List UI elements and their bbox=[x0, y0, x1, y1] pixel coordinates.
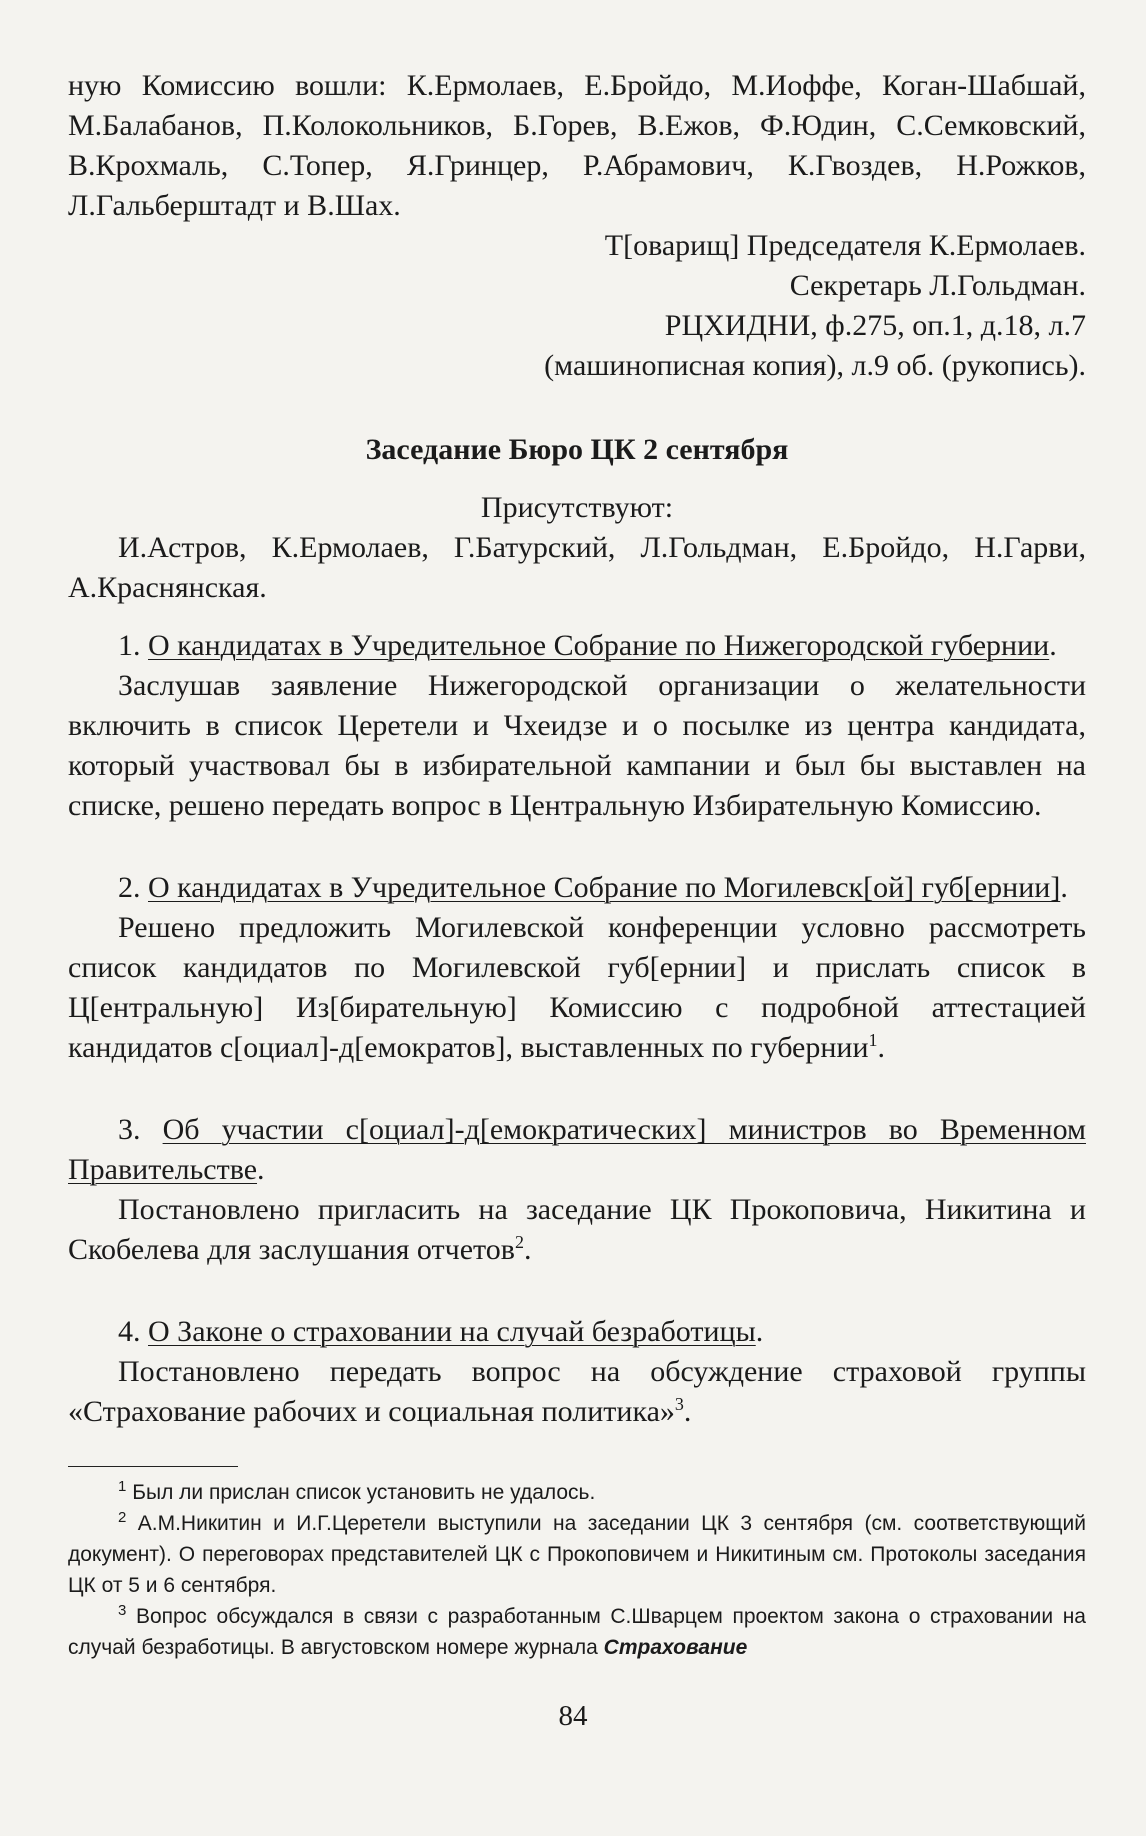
agenda-item-title: Об участии с[оциал]-д[емократических] министров во Временном Правительстве bbox=[68, 1113, 1086, 1186]
footnote-ref: 3 bbox=[674, 1394, 684, 1414]
agenda-item-2-heading: 2. О кандидатах в Учредительное Собрание по Могилевск[ой] губ[ернии]. bbox=[118, 871, 1068, 904]
archive-reference: РЦХИДНИ, ф.275, оп.1, д.18, л.7 bbox=[664, 309, 1086, 342]
present-list: И.Астров, К.Ермолаев, Г.Батурский, Л.Гольдман, Е.Бройдо, Н.Гарви, А.Краснянская. bbox=[68, 531, 1086, 604]
footnote-ref: 2 bbox=[514, 1232, 524, 1252]
intro-paragraph: ную Комиссию вошли: К.Ермолаев, Е.Бройдо, М.Иоффе, Коган-Шабшай, М.Балабанов, П.Колокольников, Б.Горев, В.Ежов, Ф.Юдин, С.Семковский, В.Крохмаль, С.Топер, Я.Гринцер, Р.Абрамович, К.Гвоздев, Н.Рожков, Л.Гальберштадт и В.Шах. bbox=[68, 69, 1086, 222]
agenda-item-4-text: Постановлено передать вопрос на обсуждение страховой группы «Страхование рабочих и социальная политика»$^3$. bbox=[68, 1355, 1086, 1428]
present-label: Присутствуют: bbox=[480, 491, 674, 524]
footnote-1: $^1$ Был ли прислан список установить не удалось. bbox=[118, 1478, 596, 1504]
agenda-item-4-heading: 4. О Законе о страховании на случай безработицы. bbox=[118, 1315, 764, 1348]
footnote-2: $^2$ А.М.Никитин и И.Г.Церетели выступили на заседании ЦК 3 сентября (см. соответствующий документ). О переговорах представителей ЦК с Прокоповичем и Никитиным см. Протоколы заседания ЦК от 5 и 6 сентября. bbox=[68, 1509, 1086, 1597]
agenda-item-2-text: Решено предложить Могилевской конференции условно рассмотреть список кандидатов по Могилевской губ[ернии] и прислать список в Ц[ентральную] Из[бирательную] Комиссию с подробной аттестацией кандидатов с[оциал]-д[емократов], выставленных по губернии$^1$. bbox=[68, 911, 1086, 1064]
agenda-item-title: О Законе о страховании на случай безработицы bbox=[148, 1315, 756, 1348]
agenda-item-title: О кандидатах в Учредительное Собрание по Могилевск[ой] губ[ернии] bbox=[148, 871, 1061, 904]
agenda-item-title: О кандидатах в Учредительное Собрание по Нижегородской губернии bbox=[148, 629, 1050, 662]
footnote-divider bbox=[68, 1466, 238, 1467]
footnotes bbox=[68, 1477, 1086, 1663]
chair-line: Т[оварищ] Председателя К.Ермолаев. bbox=[604, 229, 1086, 262]
document-body bbox=[68, 66, 1086, 1432]
footnote-ref: 1 bbox=[868, 1030, 878, 1050]
meeting-title: Заседание Бюро ЦК 2 сентября bbox=[365, 433, 789, 466]
agenda-item-3-text: Постановлено пригласить на заседание ЦК Прокоповича, Никитина и Скобелева для заслушания отчетов$^2$. bbox=[68, 1193, 1086, 1266]
secretary-line: Секретарь Л.Гольдман. bbox=[789, 269, 1086, 302]
footnote-3: $^3$ Вопрос обсуждался в связи с разработанным С.Шварцем проектом закона о страховании на случай безработицы. В августовском номере журнала Страхование bbox=[68, 1602, 1086, 1659]
page-number: 84 bbox=[558, 1700, 588, 1732]
archive-reference-note: (машинописная копия), л.9 об. (рукопись). bbox=[544, 349, 1086, 382]
agenda-item-3-heading: 3. Об участии с[оциал]-д[емократических] министров во Временном Правительстве. bbox=[68, 1113, 1086, 1186]
agenda-item-1-text: Заслушав заявление Нижегородской организации о желательности включить в список Церетели и Чхеидзе и о посылке из центра кандидата, который участвовал бы в избирательной кампании и был бы выставлен на списке, решено передать вопрос в Центральную Избирательную Комиссию. bbox=[68, 669, 1086, 822]
agenda-item-1-heading: 1. О кандидатах в Учредительное Собрание по Нижегородской губернии. bbox=[118, 629, 1057, 662]
